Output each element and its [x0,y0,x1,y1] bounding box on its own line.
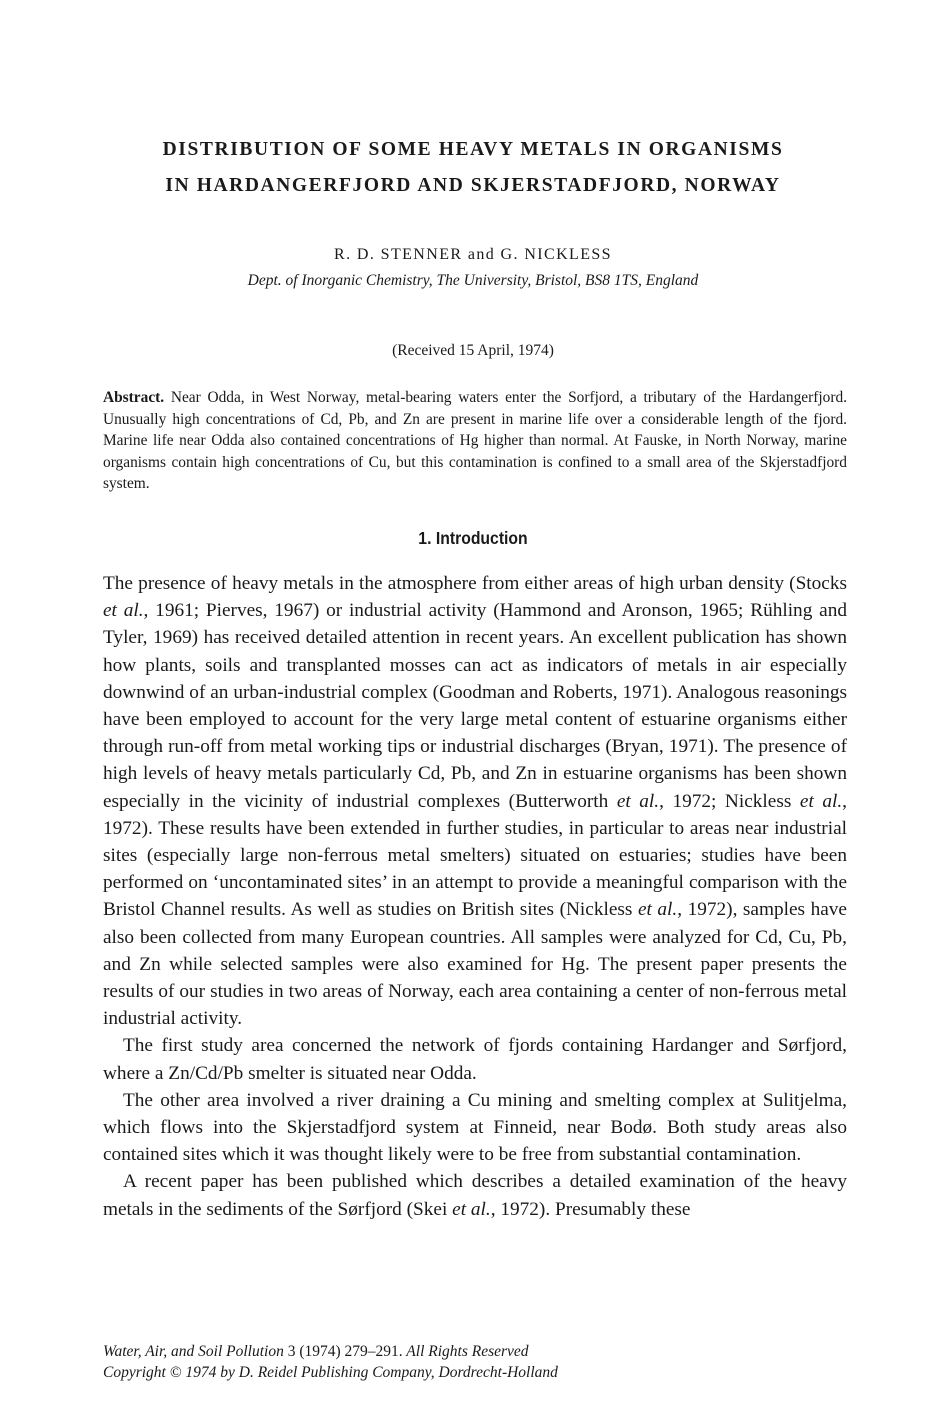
text-run: The presence of heavy metals in the atmosphere from either areas of high urban density (Stocks [103,573,847,594]
citation-etal: et al. [637,899,678,921]
citation-etal: et al. [103,600,144,622]
journal-name: Water, Air, and Soil Pollution [103,1343,284,1360]
text-run: , 1972), samples have also been collected from many European countries. All samples were analyzed for Cd, Cu, Pb, and Zn while selected samples were also examined for Hg. The present paper presents the results of our studies in two areas of Norway, each area containing a center of non-ferrous metal industrial activity. [103,899,847,1030]
paragraph-2: The first study area concerned the network of fjords containing Hardanger and Sørfjord, where a Zn/Cd/Pb smelter is situated near Odda. [103,1035,847,1084]
journal-pages: (1974) 279–291. [299,1343,403,1360]
citation-etal: et al. [616,790,660,812]
received-date: (Received 15 April, 1974) [392,342,554,359]
section-heading: 1. Introduction [418,528,528,548]
body-text [103,570,847,1223]
abstract [103,387,847,495]
paragraph-4 [103,1168,847,1222]
rights-notice: All Rights Reserved [406,1343,529,1360]
citation-etal: et al. [799,790,843,812]
paragraph-1 [103,570,847,1032]
text-run: , 1961; Pierves, 1967) or industrial activity (Hammond and Aronson, 1965; Rühling and Tyler, 1969) has received detailed attention in recent years. An excellent publication has shown how plants, soils and transplanted mosses can act as indicators of metals in air especially downwind of an urban-industrial complex (Goodman and Roberts, 1971). Analogous reasonings have been employed to account for the very large metal content of estuarine organisms either through run-off from metal working tips or industrial discharges (Bryan, 1971). The presence of high levels of heavy metals particularly Cd, Pb, and Zn in estuarine organisms has been shown especially in the vicinity of industrial complexes (Butterworth [103,600,847,812]
abstract-label: Abstract. [103,389,165,406]
text-run: A recent paper has been published which describes a detailed examination of the heavy metals in the sediments of the Sørfjord (Skei [103,1171,847,1220]
text-run: , 1972). Presumably these [490,1198,691,1220]
journal-citation [103,1341,847,1362]
paper-title-line-1: DISTRIBUTION OF SOME HEAVY METALS IN ORGANISMS [162,139,784,160]
text-run: , 1972). These results have been extended in further studies, in particular to areas near industrial sites (especially large non-ferrous metal smelters) situated on estuaries; studies have been performed on ‘uncontaminated sites’ in an attempt to provide a meaningful comparison with the Bristol Channel results. As well as studies on British sites (Nickless [103,790,847,921]
authors: R. D. STENNER and G. NICKLESS [334,246,612,263]
journal-volume: 3 [287,1343,296,1360]
copyright-notice: Copyright © 1974 by D. Reidel Publishing Company, Dordrecht-Holland [103,1364,558,1381]
citation-etal: et al. [452,1198,491,1220]
footer [103,1341,847,1383]
affiliation: Dept. of Inorganic Chemistry, The University, Bristol, BS8 1TS, England [247,272,699,289]
abstract-text: Near Odda, in West Norway, metal-bearing waters enter the Sorfjord, a tributary of the Hardangerfjord. Unusually high concentrations of Cd, Pb, and Zn are present in marine life over a considerable length of the fjord. Marine life near Odda also contained concentrations of Hg higher than normal. At Fauske, in North Norway, marine organisms contain high concentrations of Cu, but this contamination is confined to a small area of the Skjerstadfjord system. [103,389,847,493]
text-run: , 1972; Nickless [659,790,800,812]
paper-title-line-2: IN HARDANGERFJORD AND SKJERSTADFJORD, NORWAY [165,175,781,196]
paragraph-3: The other area involved a river draining a Cu mining and smelting complex at Sulitjelma, which flows into the Skjerstadfjord system at Finneid, near Bodø. Both study areas also contained sites which it was thought likely were to be free from substantial contamination. [103,1089,847,1166]
